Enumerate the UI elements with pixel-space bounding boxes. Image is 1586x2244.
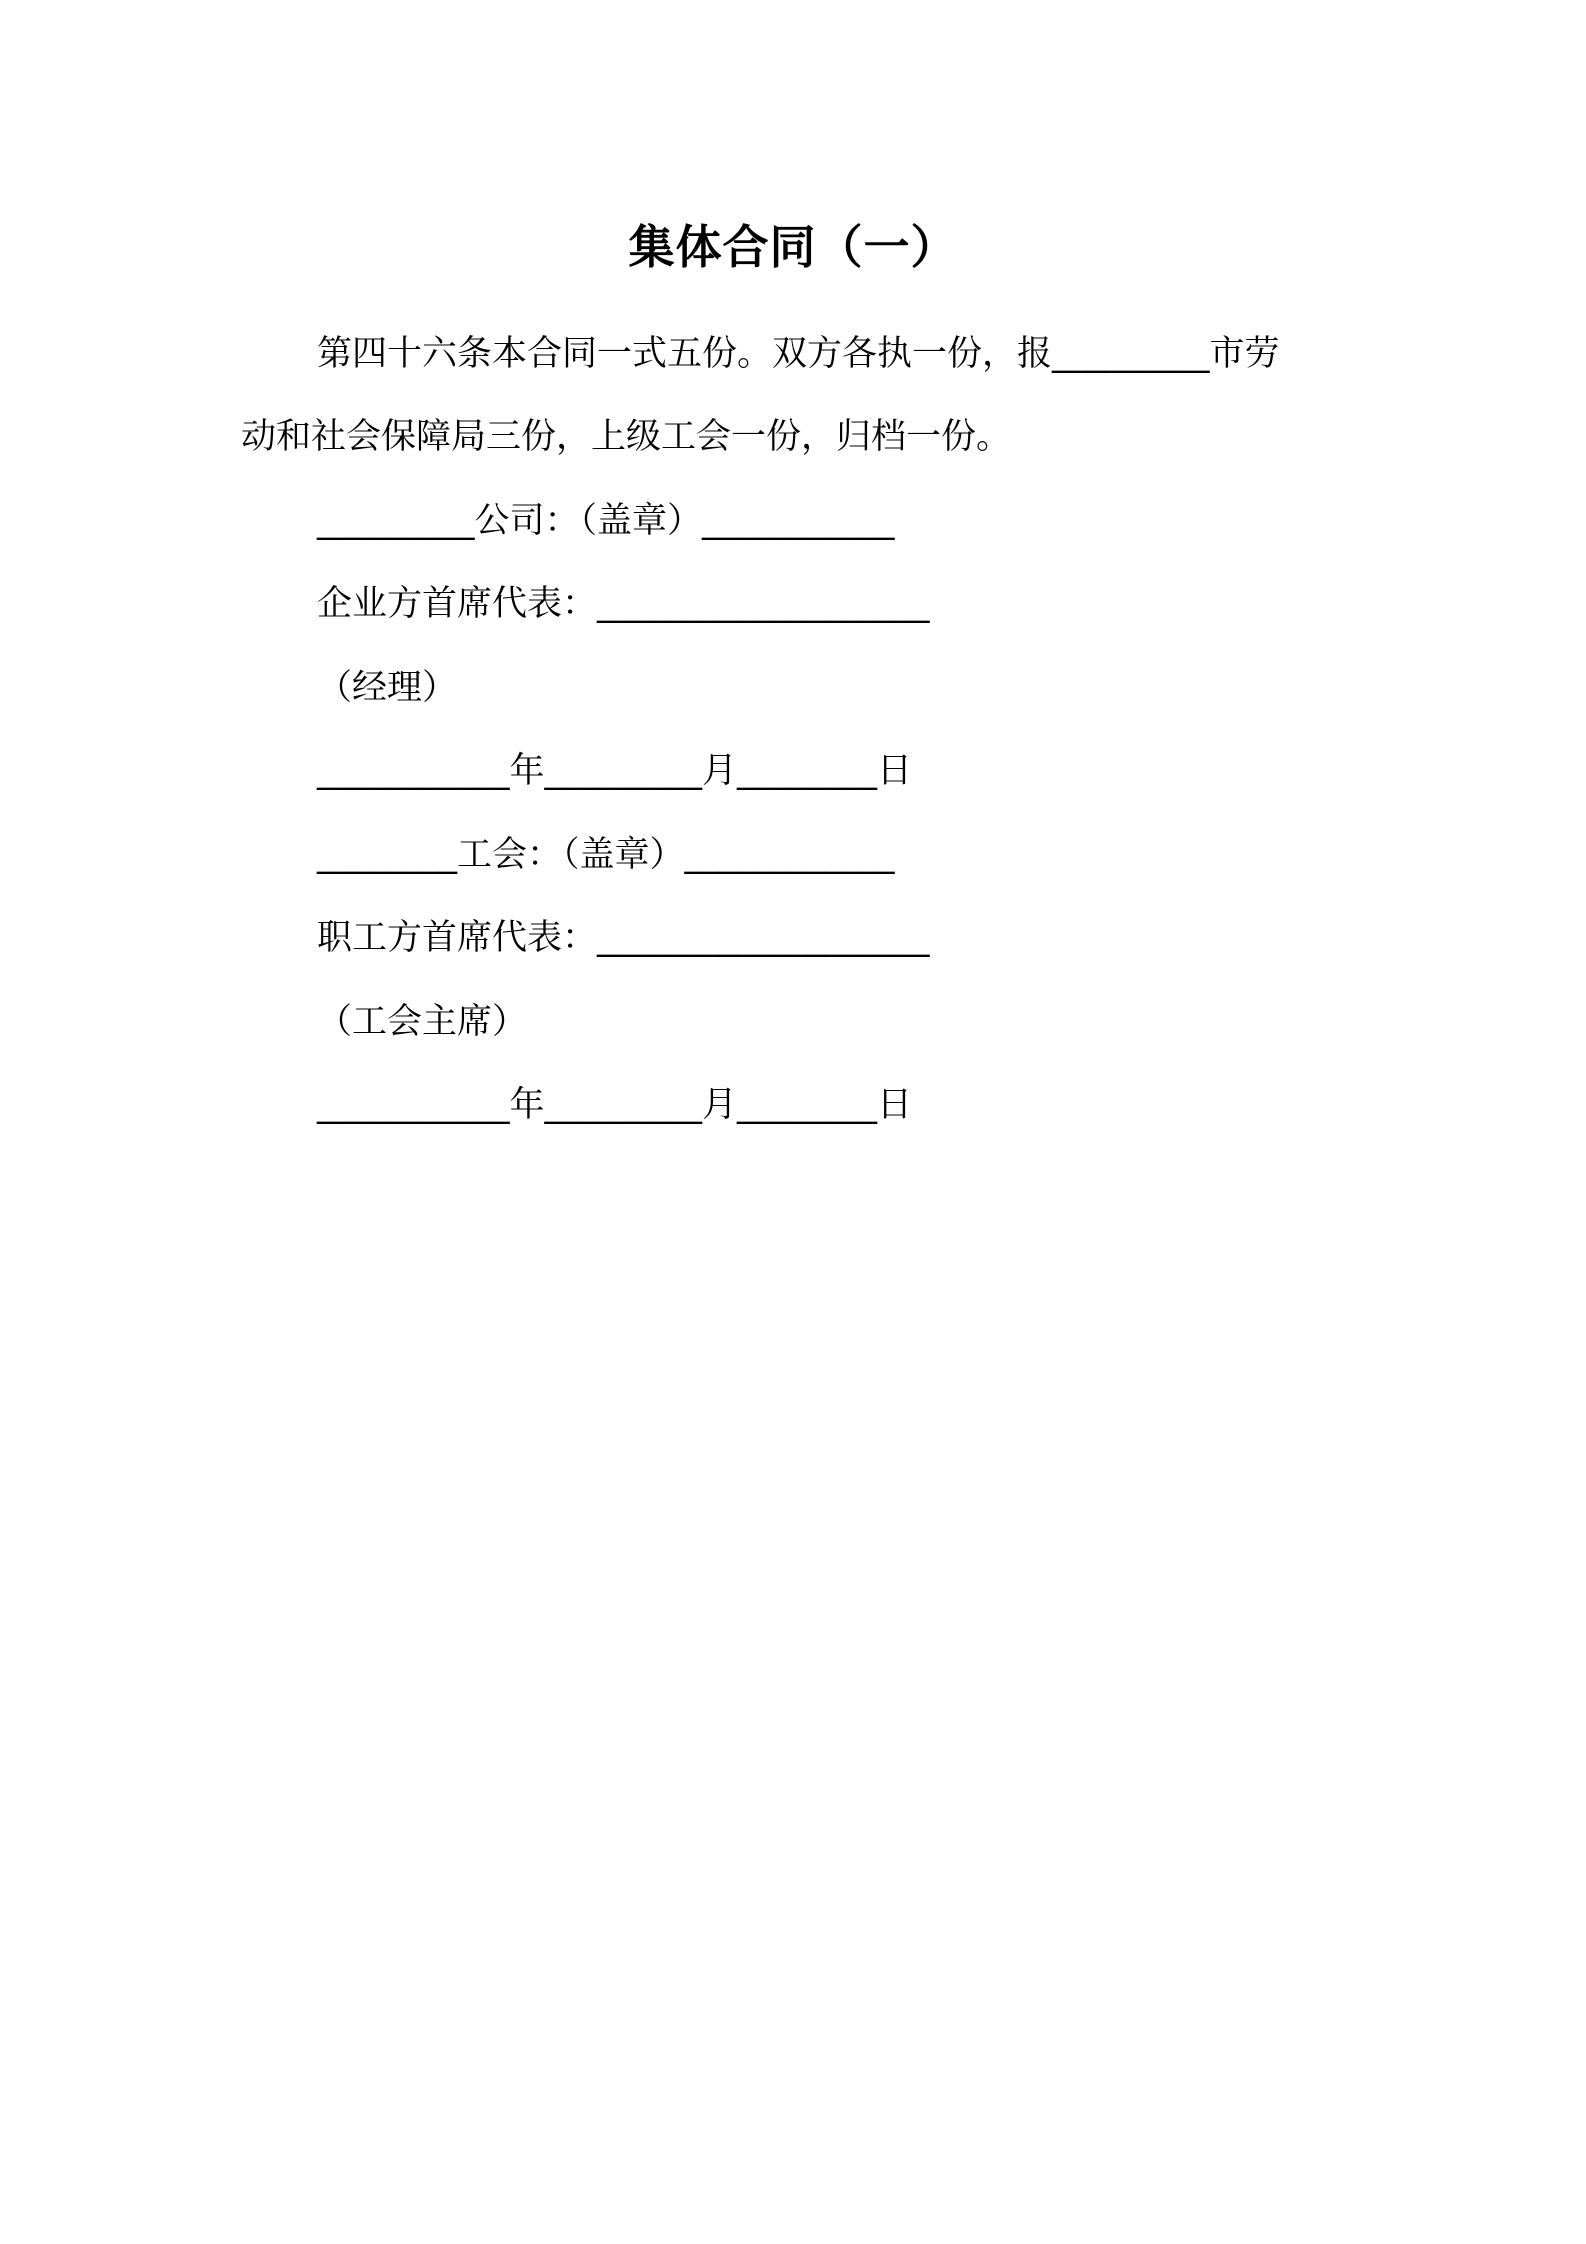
employee-representative-line: 职工方首席代表：___________________ — [317, 918, 930, 958]
employer-representative-title: （经理） — [317, 668, 458, 708]
employer-date-line: ___________年_________月________日 — [317, 751, 913, 791]
union-seal-line: ________工会：（盖章）____________ — [317, 835, 895, 875]
employee-representative-title: （工会主席） — [317, 1002, 528, 1042]
document-title: 集体合同（一） — [628, 220, 958, 274]
employer-representative-line: 企业方首席代表：___________________ — [317, 584, 930, 624]
paragraph-line-2: 动和社会保障局三份，上级工会一份，归档一份。 — [241, 417, 1012, 457]
paragraph-line-1: 第四十六条本合同一式五份。双方各执一份，报_________市劳 — [317, 334, 1280, 374]
company-seal-line: _________公司：（盖章）___________ — [317, 501, 895, 541]
employee-date-line: ___________年_________月________日 — [317, 1085, 913, 1125]
